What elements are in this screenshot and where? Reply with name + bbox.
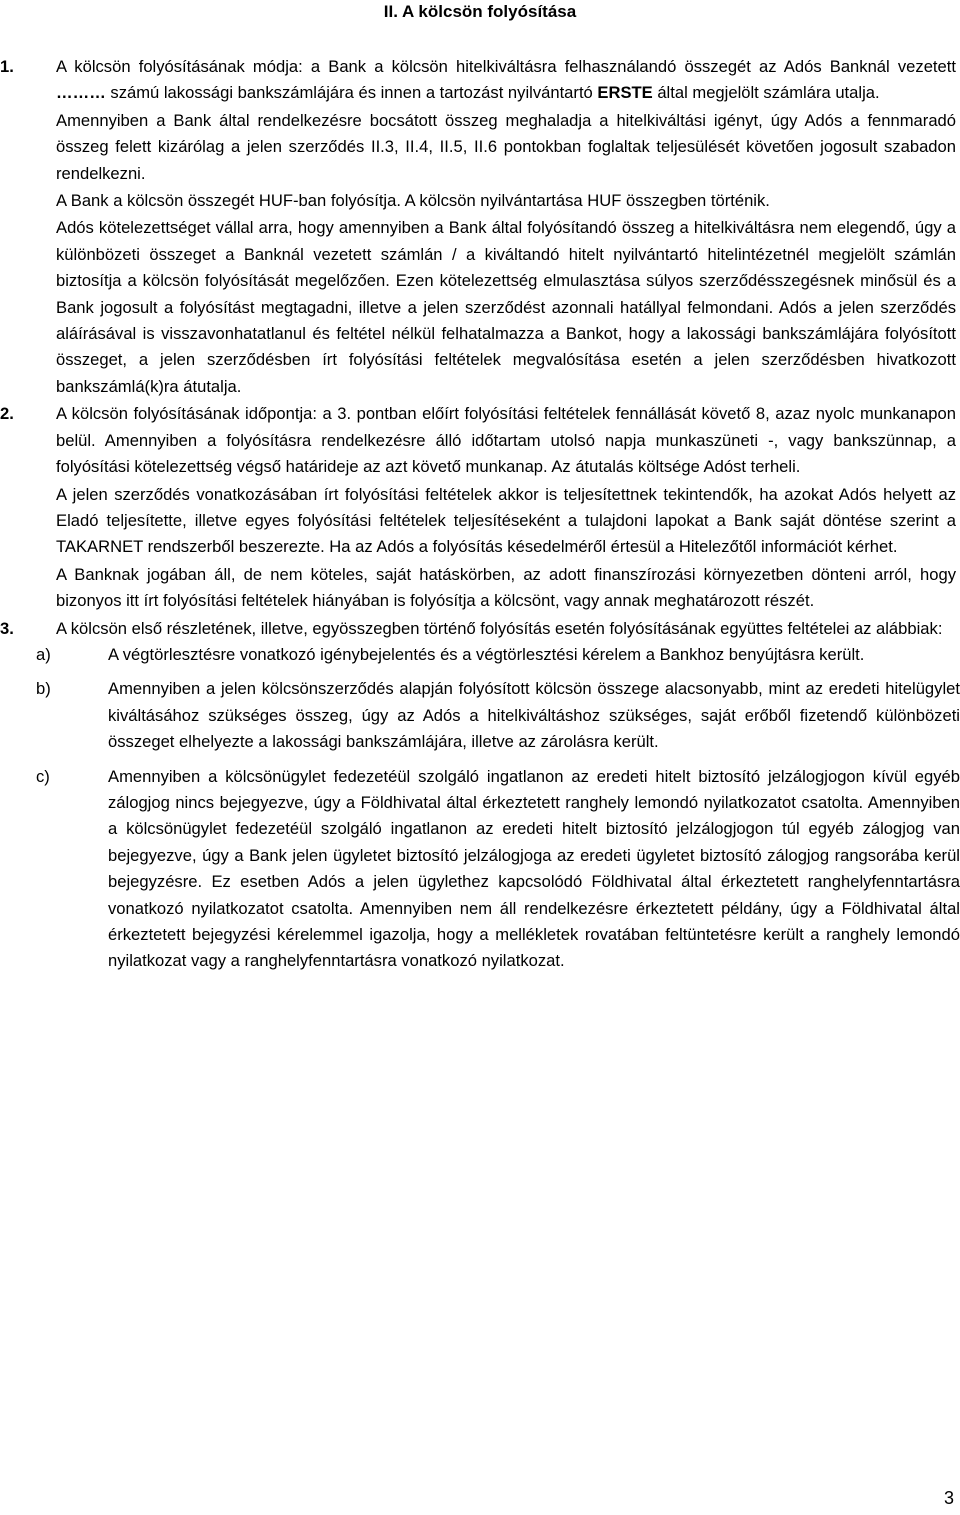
text-segment: számú lakossági bankszámlájára és innen a tartozást nyilvántartó [105,83,598,103]
paragraph: Amennyiben a Bank által rendelkezésre bocsátott összeg meghaladja a hitelkiváltási igényt, úgy Adós a fennmaradó összeg felett kizárólag a jelen szerződés II.3, II.4, II.5, II.6 pontokban foglaltak teljesülését követően jogosult szabadon rendelkezni. [56,110,956,183]
list-item-text: Amennyiben a kölcsönügylet fedezetéül szolgáló ingatlanon az eredeti hitelt biztosító jelzálogjogon kívül egyéb zálogjog nincs bejegyezve, úgy a Földhivatal által érkeztetett ranghely lemondó nyilatkozatot csatolta. Amennyiben a kölcsönügylet fedezetéül szolgáló ingatlanon az eredeti hitelt biztosító jelzálogjogon túl egyéb zálogjog van bejegyezve, úgy a Bank jelen ügyletet biztosító jelzálogjoga az eredeti ügyletet biztosító zálogjog rangsorába kerül bejegyzésre. Ez esetben Adós a jelen ügylethez kapcsolódó Földhivatal által érkeztetett ranghelyfenntartásra vonatkozó nyilatkozatot csatolta. Amennyiben nem áll rendelkezésre érkeztetett példány, úgy a Földhivatal által érkeztetett bejegyzési kérelemmel igazolja, hogy a mellékletek rovatában feltüntetésre került a ranghely lemondó nyilatkozat vagy a ranghelyfenntartásra vonatkozó nyilatkozat. [108,766,960,971]
section-number: 2. [0,404,14,424]
section-2 [0,401,960,614]
paragraph: A Banknak jogában áll, de nem köteles, saját hatáskörben, az adott finanszírozási környezetben dönteni arról, hogy bizonyos itt írt folyósítási feltételek hiányában is folyósítja a kölcsönt, vagy annak meghatározott részét. [56,564,956,611]
list-item-label: c) [36,766,50,786]
paragraph: A kölcsön folyósításának időpontja: a 3. pontban előírt folyósítási feltételek fennállását követő 8, azaz nyolc munkanapon belül. Amennyiben a folyósításra rendelkezésre álló időtartam utolsó napja munkaszüneti -, vagy bankszünnap, a folyósítási kötelezettség végső határideje az azt követő munkanap. Az átutalás költsége Adóst terheli. [56,404,956,477]
paragraph: A Bank a kölcsön összegét HUF-ban folyósítja. A kölcsön nyilvántartása HUF összegben történik. [56,191,770,211]
account-placeholder-dots: ……… [56,83,106,103]
list-item [0,676,960,755]
paragraph-folyositas-modja [56,54,956,107]
section-1 [0,54,960,400]
page-number: 3 [943,1488,954,1508]
section-3 [0,616,960,642]
bank-name: ERSTE [597,83,653,103]
section-number: 3. [0,618,14,638]
list-item-label: a) [36,644,51,664]
paragraph: A kölcsön első részletének, illetve, egyösszegben történő folyósítás esetén folyósításának együttes feltételei az alábbiak: [56,618,943,638]
list-item-text: A végtörlesztésre vonatkozó igénybejelentés és a végtörlesztési kérelem a Bankhoz benyújtásra került. [108,644,865,664]
section-number: 1. [0,57,14,76]
text-segment: által megjelölt számlára utalja. [652,83,880,103]
document-body [0,54,960,975]
list-item [0,642,960,668]
paragraph: Adós kötelezettséget vállal arra, hogy amennyiben a Bank által folyósítandó összeg a hitelkiváltásra nem elegendő, úgy a különbözeti összeget a Banknál vezetett számlán / a kiváltandó hitelt nyilvántartó hitelintézetnél megjelölt számlán biztosítja a kölcsön folyósítását megelőzően. Ezen kötelezettség elmulasztása súlyos szerződésszegésnek minősül és a Bank jogosult a folyósítást megtagadni, illetve a jelen szerződést azonnali hatállyal felmondani. Adós a jelen szerződés aláírásával is visszavonhatatlanul és feltétel nélkül felhatalmazza a Bankot, hogy a lakossági bankszámlájára folyósított összeget, a jelen szerződésben írt folyósítási feltételek megvalósítása esetén a jelen szerződésben hivatkozott bankszámlá(k)ra átutalja. [56,218,956,396]
text-segment: A kölcsön folyósításának módja: a Bank a kölcsön hitelkiváltásra felhasználandó összegét az Adós Banknál vezetett [56,57,956,76]
list-item-text: Amennyiben a jelen kölcsönszerződés alapján folyósított kölcsön összege alacsonyabb, mint az eredeti hitelügylet kiváltásához szükséges összeg, úgy az Adós a hitelkiváltáshoz szükséges, saját erőből fizetendő különbözeti összeget elhelyezte a lakossági bankszámlájára, illetve az zárolásra került. [108,679,960,752]
list-item-label: b) [36,679,51,699]
section-title: II. A kölcsön folyósítása [383,2,577,21]
list-item [0,764,960,975]
paragraph: A jelen szerződés vonatkozásában írt folyósítási feltételek akkor is teljesítettnek tekintendők, ha azokat Adós helyett az Eladó teljesítette, illetve egyes folyósítási feltételek teljesítéseként a tulajdoni lapokat a Bank saját döntése szerint a TAKARNET rendszerből beszerezte. Ha az Adós a folyósítás késedelméről értesül a Hitelezőtől információt kérhet. [56,484,956,557]
